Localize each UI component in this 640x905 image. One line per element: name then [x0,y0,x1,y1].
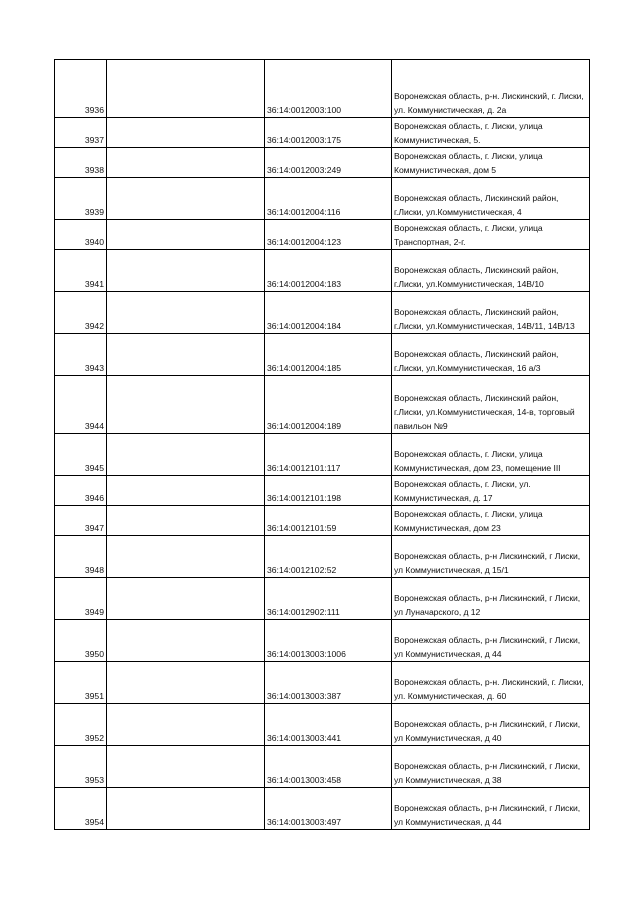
empty-cell [107,220,265,250]
cadastral-number: 36:14:0012101:198 [265,476,392,506]
empty-cell [107,506,265,536]
address: Воронежская область, р-н Лискинский, г Лиски, ул Коммунистическая, д 40 [392,704,590,746]
row-number: 3940 [55,220,107,250]
row-number: 3950 [55,620,107,662]
address: Воронежская область, р-н Лискинский, г Лиски, ул Коммунистическая, д 44 [392,620,590,662]
cadastral-number: 36:14:0012003:249 [265,148,392,178]
row-number: 3951 [55,662,107,704]
table-row [55,578,590,620]
empty-cell [107,620,265,662]
cadastral-number: 36:14:0012004:185 [265,334,392,376]
address: Воронежская область, р-н Лискинский, г Лиски, ул Коммунистическая, д 38 [392,746,590,788]
empty-cell [107,178,265,220]
table-row [55,118,590,148]
row-number: 3942 [55,292,107,334]
row-number: 3944 [55,376,107,434]
table-row [55,292,590,334]
cadastral-number: 36:14:0012004:116 [265,178,392,220]
table-row [55,334,590,376]
table-row [55,788,590,830]
address: Воронежская область, р-н Лискинский, г Лиски, ул Луначарского, д 12 [392,578,590,620]
table-row [55,148,590,178]
cadastral-number: 36:14:0013003:1006 [265,620,392,662]
table-row [55,376,590,434]
table-row [55,620,590,662]
empty-cell [107,662,265,704]
address: Воронежская область, р-н Лискинский, г Лиски, ул Коммунистическая, д 44 [392,788,590,830]
cadastral-number: 36:14:0012004:123 [265,220,392,250]
cadastral-number: 36:14:0012101:59 [265,506,392,536]
row-number: 3937 [55,118,107,148]
cadastral-number: 36:14:0012902:111 [265,578,392,620]
empty-cell [107,292,265,334]
row-number: 3949 [55,578,107,620]
address: Воронежская область, р-н. Лискинский, г. Лиски, ул. Коммунистическая, д. 60 [392,662,590,704]
cadastral-number: 36:14:0012003:100 [265,60,392,118]
row-number: 3953 [55,746,107,788]
table-row [55,506,590,536]
table-row [55,250,590,292]
address: Воронежская область, г. Лиски, улица Коммунистическая, дом 5 [392,148,590,178]
row-number: 3947 [55,506,107,536]
table-row [55,220,590,250]
cadastral-number: 36:14:0013003:387 [265,662,392,704]
address: Воронежская область, г. Лиски, улица Коммунистическая, дом 23 [392,506,590,536]
address: Воронежская область, р-н. Лискинский, г. Лиски, ул. Коммунистическая, д. 2а [392,60,590,118]
address: Воронежская область, Лискинский район, г.Лиски, ул.Коммунистическая, 4 [392,178,590,220]
address: Воронежская область, Лискинский район, г.Лиски, ул.Коммунистическая, 16 а/3 [392,334,590,376]
cadastral-number: 36:14:0012004:189 [265,376,392,434]
cadastral-number: 36:14:0013003:497 [265,788,392,830]
address: Воронежская область, г. Лиски, улица Коммунистическая, дом 23, помещение III [392,434,590,476]
row-number: 3954 [55,788,107,830]
empty-cell [107,376,265,434]
empty-cell [107,536,265,578]
row-number: 3941 [55,250,107,292]
cadastral-number: 36:14:0012102:52 [265,536,392,578]
empty-cell [107,476,265,506]
address: Воронежская область, р-н Лискинский, г Лиски, ул Коммунистическая, д 15/1 [392,536,590,578]
table-row [55,704,590,746]
cadastral-number: 36:14:0013003:458 [265,746,392,788]
empty-cell [107,578,265,620]
address: Воронежская область, г. Лиски, улица Транспортная, 2-г. [392,220,590,250]
row-number: 3952 [55,704,107,746]
empty-cell [107,250,265,292]
table-row [55,60,590,118]
table-row [55,662,590,704]
cadastral-number: 36:14:0012004:184 [265,292,392,334]
row-number: 3943 [55,334,107,376]
address: Воронежская область, г. Лиски, ул. Коммунистическая, д. 17 [392,476,590,506]
row-number: 3946 [55,476,107,506]
row-number: 3948 [55,536,107,578]
property-register-table [54,59,590,830]
row-number: 3939 [55,178,107,220]
cadastral-number: 36:14:0012004:183 [265,250,392,292]
empty-cell [107,60,265,118]
empty-cell [107,148,265,178]
table-row [55,536,590,578]
empty-cell [107,704,265,746]
address: Воронежская область, г. Лиски, улица Коммунистическая, 5. [392,118,590,148]
cadastral-number: 36:14:0012101:117 [265,434,392,476]
address: Воронежская область, Лискинский район, г.Лиски, ул.Коммунистическая, 14В/11, 14В/13 [392,292,590,334]
row-number: 3938 [55,148,107,178]
empty-cell [107,118,265,148]
cadastral-number: 36:14:0013003:441 [265,704,392,746]
address: Воронежская область, Лискинский район, г.Лиски, ул.Коммунистическая, 14В/10 [392,250,590,292]
empty-cell [107,788,265,830]
table-row [55,434,590,476]
cadastral-number: 36:14:0012003:175 [265,118,392,148]
address: Воронежская область, Лискинский район, г.Лиски, ул.Коммунистическая, 14-в, торговый павильон №9 [392,376,590,434]
row-number: 3945 [55,434,107,476]
empty-cell [107,334,265,376]
empty-cell [107,434,265,476]
table-row [55,746,590,788]
row-number: 3936 [55,60,107,118]
table-row [55,178,590,220]
table-row [55,476,590,506]
empty-cell [107,746,265,788]
